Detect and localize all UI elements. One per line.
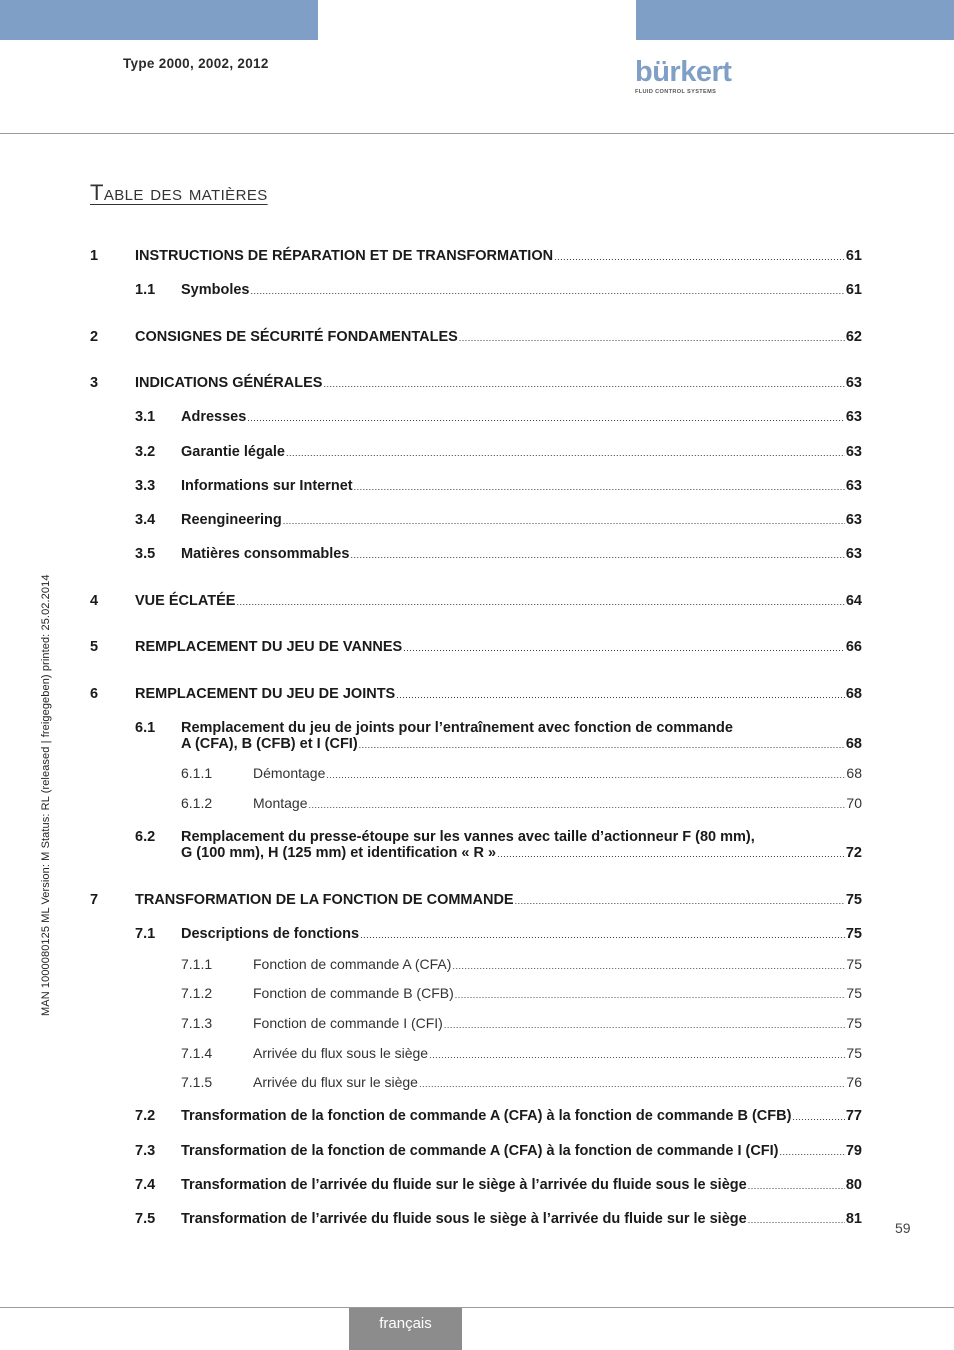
toc-entry-title: Informations sur Internet <box>181 478 353 494</box>
logo-tagline: FLUID CONTROL SYSTEMS <box>635 89 717 95</box>
dot-leader <box>247 410 845 426</box>
toc-entry-page: 63 <box>845 478 862 494</box>
dot-leader <box>444 1017 846 1033</box>
toc-entry[interactable] <box>90 546 862 562</box>
toc-entry-number: 4 <box>90 593 99 609</box>
toc-entry-number: 3.4 <box>135 512 156 528</box>
toc-entry[interactable] <box>90 765 862 781</box>
toc-entry-number: 3.2 <box>135 444 156 460</box>
toc-entry-row <box>135 639 862 656</box>
toc-entry-row <box>135 375 862 392</box>
toc-entry-row <box>181 1177 862 1194</box>
footer-divider <box>0 1307 954 1308</box>
dot-leader <box>748 1178 845 1194</box>
dot-leader <box>429 1047 845 1063</box>
dot-leader <box>283 513 845 529</box>
dot-leader <box>359 737 845 753</box>
toc-entry-number: 6.1.1 <box>181 765 213 781</box>
dot-leader <box>780 1144 845 1160</box>
toc-entry-row <box>135 593 862 610</box>
toc-entry-number: 7.3 <box>135 1143 156 1159</box>
toc-entry-title: Reengineering <box>181 512 282 528</box>
dot-leader <box>452 958 845 974</box>
toc-entry-row <box>253 795 862 813</box>
toc-entry-page: 76 <box>846 1074 862 1090</box>
toc-entry-row <box>181 1143 862 1160</box>
toc-entry-number: 3.3 <box>135 478 156 494</box>
header-bar-left <box>0 0 318 40</box>
toc-entry-page: 75 <box>846 956 862 972</box>
toc-entry-page: 68 <box>846 765 862 781</box>
toc-entry-title: Descriptions de fonctions <box>181 926 360 942</box>
toc-entry-row <box>181 409 862 426</box>
toc-entry-title: A (CFA), B (CFB) et I (CFI) <box>181 736 358 752</box>
toc-entry[interactable] <box>90 375 862 391</box>
toc-entry-page: 63 <box>845 512 862 528</box>
toc-entry[interactable] <box>90 926 862 942</box>
dot-leader <box>403 640 845 656</box>
toc-title: Table des matières <box>90 180 268 205</box>
toc-entry-page: 61 <box>845 282 862 298</box>
toc-entry[interactable] <box>90 1074 862 1090</box>
toc-entry-title: Fonction de commande I (CFI) <box>253 1015 443 1031</box>
toc-entry[interactable] <box>90 639 862 655</box>
toc-entry-title: Garantie légale <box>181 444 285 460</box>
dot-leader <box>251 283 845 299</box>
toc-entry[interactable] <box>90 478 862 494</box>
toc-entry[interactable] <box>90 248 862 264</box>
toc-entry-title-line1: Remplacement du jeu de joints pour l’entraînement avec fonction de commande <box>181 720 733 736</box>
toc-entry-row <box>135 892 862 909</box>
toc-entry[interactable] <box>90 829 862 861</box>
toc-entry-row <box>135 686 862 703</box>
toc-entry-page: 79 <box>845 1143 862 1159</box>
toc-entry-page: 68 <box>845 686 862 702</box>
toc-entry-row <box>181 444 862 461</box>
toc-entry-page: 61 <box>845 248 862 264</box>
toc-entry-number: 6 <box>90 686 99 702</box>
toc-entry-number: 3.1 <box>135 409 156 425</box>
toc-entry[interactable] <box>90 512 862 528</box>
toc-entry[interactable] <box>90 1045 862 1061</box>
toc-entry-row <box>135 329 862 346</box>
toc-entry[interactable] <box>90 985 862 1001</box>
toc-entry[interactable] <box>90 444 862 460</box>
toc-entry-title: Transformation de l’arrivée du fluide sous le siège à l’arrivée du fluide sur le siège <box>181 1211 747 1227</box>
dot-leader <box>350 547 844 563</box>
toc-entry[interactable] <box>90 329 862 345</box>
page-number: 59 <box>895 1220 911 1236</box>
toc-entry-row <box>181 478 862 495</box>
dot-leader <box>419 1076 845 1092</box>
toc-entry-title: Fonction de commande B (CFB) <box>253 985 454 1001</box>
toc-entry-title: INDICATIONS GÉNÉRALES <box>135 375 323 391</box>
toc-entry[interactable] <box>90 1015 862 1031</box>
toc-entry-number: 7.4 <box>135 1177 156 1193</box>
toc-entry[interactable] <box>90 1211 862 1227</box>
toc-entry-title: REMPLACEMENT DU JEU DE JOINTS <box>135 686 396 702</box>
toc-entry-page: 68 <box>845 736 862 752</box>
header-bar-right <box>636 0 954 40</box>
toc-entry-title: Transformation de la fonction de commande A (CFA) à la fonction de commande B (CFB) <box>181 1108 792 1124</box>
dot-leader <box>515 893 845 909</box>
toc-entry-title: INSTRUCTIONS DE RÉPARATION ET DE TRANSFORMATION <box>135 248 554 264</box>
toc-entry-number: 6.2 <box>135 829 156 845</box>
toc-entry-number: 6.1 <box>135 720 156 736</box>
toc-entry-title-line1: Remplacement du presse-étoupe sur les vannes avec taille d’actionneur F (80 mm), <box>181 829 755 845</box>
toc-entry-row <box>253 956 862 974</box>
toc-entry-number: 1 <box>90 248 99 264</box>
toc-entry-row <box>181 926 862 943</box>
dot-leader <box>459 330 845 346</box>
toc-entry-page: 75 <box>846 1015 862 1031</box>
toc-entry[interactable] <box>90 720 862 752</box>
toc-entry-title: Symboles <box>181 282 250 298</box>
toc-entry-title: G (100 mm), H (125 mm) et identification « R » <box>181 845 497 861</box>
toc-entry-page: 66 <box>845 639 862 655</box>
toc-entry-page: 63 <box>845 546 862 562</box>
toc-entry-row <box>181 1211 862 1228</box>
toc-entry-page: 63 <box>845 409 862 425</box>
toc-entry-number: 1.1 <box>135 282 156 298</box>
toc-entry-number: 7.1.2 <box>181 985 213 1001</box>
document-type: Type 2000, 2002, 2012 <box>123 56 269 71</box>
dot-leader <box>748 1212 845 1228</box>
toc-entry-page: 64 <box>845 593 862 609</box>
toc-entry-number: 7.1.5 <box>181 1074 213 1090</box>
dot-leader <box>792 1109 844 1125</box>
toc-entry-number: 2 <box>90 329 99 345</box>
toc-entry-page: 80 <box>845 1177 862 1193</box>
toc-entry[interactable] <box>90 409 862 425</box>
toc-entry-number: 7.1.3 <box>181 1015 213 1031</box>
toc-entry[interactable] <box>90 956 862 972</box>
toc-entry-row <box>253 765 862 783</box>
toc-entry-number: 3.5 <box>135 546 156 562</box>
toc-entry[interactable] <box>90 593 862 609</box>
toc-entry-number: 6.1.2 <box>181 795 213 811</box>
toc-entry[interactable] <box>90 892 862 908</box>
toc-entry[interactable] <box>90 1177 862 1193</box>
toc-entry-page: 63 <box>845 444 862 460</box>
toc-entry-row <box>135 248 862 265</box>
toc-entry-row <box>181 512 862 529</box>
toc-entry-number: 7.2 <box>135 1108 156 1124</box>
toc-entry-row <box>253 1074 862 1092</box>
toc-entry-title: Matières consommables <box>181 546 350 562</box>
toc-entry[interactable] <box>90 795 862 811</box>
toc-entry-title: VUE ÉCLATÉE <box>135 593 236 609</box>
toc-entry-number: 7.1 <box>135 926 156 942</box>
toc-entry-page: 77 <box>845 1108 862 1124</box>
dot-leader <box>354 479 845 495</box>
toc-entry-page: 75 <box>846 985 862 1001</box>
burkert-logo <box>635 58 735 98</box>
toc-entry-page: 72 <box>845 845 862 861</box>
toc-entry-title: CONSIGNES DE SÉCURITÉ FONDAMENTALES <box>135 329 458 345</box>
logo-wordmark: bürkert <box>635 56 732 88</box>
toc-entry-number: 5 <box>90 639 99 655</box>
toc-entry-title: REMPLACEMENT DU JEU DE VANNES <box>135 639 403 655</box>
dot-leader <box>323 376 844 392</box>
toc-entry-title: TRANSFORMATION DE LA FONCTION DE COMMANDE <box>135 892 514 908</box>
toc-entry-page: 75 <box>845 926 862 942</box>
header-divider <box>0 133 954 134</box>
toc-entry-number: 7.1.1 <box>181 956 213 972</box>
language-tab[interactable]: français <box>349 1308 462 1350</box>
dot-leader <box>326 767 845 783</box>
toc-entry-page: 75 <box>846 1045 862 1061</box>
dot-leader <box>360 927 845 943</box>
toc-entry-row <box>181 736 862 753</box>
toc-entry-row <box>181 282 862 299</box>
toc-entry-title: Transformation de la fonction de commande A (CFA) à la fonction de commande I (CFI) <box>181 1143 779 1159</box>
toc-entry-row <box>253 1015 862 1033</box>
toc-entry-row <box>181 546 862 563</box>
dot-leader <box>236 594 844 610</box>
dot-leader <box>396 687 845 703</box>
toc-entry-title: Démontage <box>253 765 326 781</box>
toc-entry-page: 62 <box>845 329 862 345</box>
toc-entry-page: 75 <box>845 892 862 908</box>
toc-entry[interactable] <box>90 1143 862 1159</box>
toc-entry-row <box>181 1108 862 1125</box>
toc-entry-row <box>253 985 862 1003</box>
document-status-text: MAN 1000080125 ML Version: M Status: RL (released | freigegeben) printed: 25.02.2014 <box>40 574 52 1016</box>
toc-entry-number: 7.5 <box>135 1211 156 1227</box>
dot-leader <box>308 797 845 813</box>
toc-entry-title: Fonction de commande A (CFA) <box>253 956 452 972</box>
dot-leader <box>554 249 845 265</box>
toc-entry[interactable] <box>90 282 862 298</box>
toc-entry-title: Transformation de l’arrivée du fluide sur le siège à l’arrivée du fluide sous le siège <box>181 1177 747 1193</box>
toc-entry-page: 63 <box>845 375 862 391</box>
dot-leader <box>455 987 846 1003</box>
toc-entry-number: 3 <box>90 375 99 391</box>
toc-entry-page: 70 <box>846 795 862 811</box>
toc-entry-row <box>181 845 862 862</box>
dot-leader <box>286 445 845 461</box>
toc-entry-title: Arrivée du flux sur le siège <box>253 1074 418 1090</box>
toc-entry-number: 7 <box>90 892 99 908</box>
toc-entry-title: Adresses <box>181 409 247 425</box>
dot-leader <box>497 846 845 862</box>
toc-entry[interactable] <box>90 1108 862 1124</box>
toc-entry-title: Arrivée du flux sous le siège <box>253 1045 429 1061</box>
toc-entry-row <box>253 1045 862 1063</box>
toc-entry-page: 81 <box>845 1211 862 1227</box>
toc-entry[interactable] <box>90 686 862 702</box>
toc-entry-title: Montage <box>253 795 308 811</box>
toc-entry-number: 7.1.4 <box>181 1045 213 1061</box>
